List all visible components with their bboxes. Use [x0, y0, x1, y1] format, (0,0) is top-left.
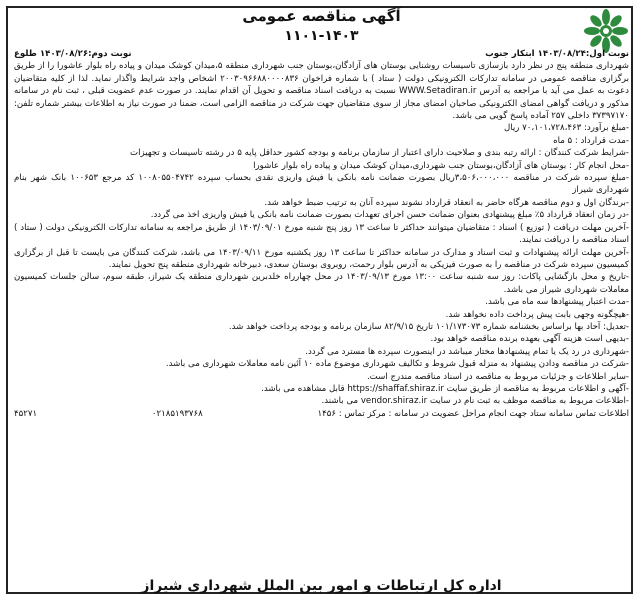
- condition-paragraph: -تاریخ و محل بازگشایی پاکات: روز سه شنبه ساعت ۱۳:۰۰ مورخ ۱۴۰۳/۰۹/۱۳ در محل چهارراه خلدبرین شهرداری منطقه یک شیراز، طبقه سوم، سالن جلسات کمیسیون معاملات شهرداری شیراز می باشد.: [14, 272, 629, 295]
- contact-tel-1: ۰۲۱۸۵۱۹۳۷۶۸: [151, 408, 203, 419]
- condition-paragraph: -بدیهی است هزینه آگهی بعهده برنده مناقصه خواهد بود.: [430, 334, 629, 345]
- condition-paragraph: -مدت قرارداد : ۵ ماه: [553, 135, 629, 146]
- condition-paragraph: -اطلاعات مربوط به مناقصه موظف به ثبت نام در سایت vendor.shiraz.ir می باشند.: [321, 396, 629, 407]
- condition-paragraph: -آخرین مهلت دریافت ( توزیع ) اسناد : متقاضیان میتوانند حداکثر تا ساعت ۱۳ روز پنج شنبه مورخ ۱۴۰۳/۰۹/۰۱ از طریق مراجعه به سامانه تدارکات الکترونیکی دولت ( ستاد ) اسناد مناقصه را دریافت نمایند.: [14, 222, 629, 246]
- condition-paragraph: -در زمان انعقاد قرارداد ۵٪ مبلغ پیشنهادی بعنوان ضمانت حسن اجرای تعهدات بصورت ضمانت نامه بانکی یا فیش واریزی اخذ می گردد.: [150, 210, 629, 221]
- condition-paragraph: -مدت اعتبار پیشنهادها سه ماه می باشد.: [485, 297, 629, 308]
- condition-paragraph: -آگهی و اطلاعات مربوط به مناقصه از طریق سایت https://shaffaf.shiraz.ir قابل مشاهده می باشد.: [261, 383, 629, 394]
- condition-paragraph: -هیچگونه وجهی بابت پیش پرداخت داده نخواهد شد.: [445, 309, 629, 320]
- condition-paragraph: شهرداری منطقه پنج در نظر دارد بازسازی تاسیسات روشنایی بوستان های آزادگان،بوستان جنب شهرداری منطقه ۵،میدان کوشک میدان و پیاده راه بلوار عاشورا را از طریق برگزاری مناقصه عمومی در سامانه تدارکات الکترونیکی دولت ( ستاد ) با شماره فراخوان ۲۰۰۳۰۹۶۶۸۸۰۰۰۰۸۳۶ اشخاص واجد شرایط واگذار نماید. لذا از کلیه متقاضیان دعوت به عمل می آید با مراجعه به آدرس WWW.Setadiran.ir نسبت به دریافت اسناد مناقصه و تحویل آن اقدام نمایند. در صورت عدم عضویت قبلی ، ثبت نام در سامانه مذکور و دریافت گواهی امضای الکترونیکی صاحبان امضای مجاز از سوی متقاضیان جهت شرکت در مناقصه الزامی است، ضمنا در صورت نیاز به اطلاعات بیشتر شماره تلفن: ۳۷۳۹۷۱۷۰ داخلی ۲۵۷ آماده پاسخ گویی می باشد.: [14, 61, 630, 122]
- condition-paragraph: -تعدیل: آحاد بها براساس بخشنامه شماره ۱۰۱/۱۷۳۰۷۳ تاریخ ۸۲/۹/۱۵ سازمان برنامه و بودجه پرداخت خواهد شد.: [228, 321, 629, 332]
- condition-paragraph: -شهرداری در رد یک یا تمام پیشنهادها مختار میباشد در اینصورت سپرده ها مسترد می گردد.: [305, 346, 629, 357]
- notice-body: [14, 48, 629, 558]
- condition-paragraph: -مبلغ برآورد: ۷۰،۱۰۱،۷۲۸،۴۶۳ ریال: [504, 123, 629, 134]
- tender-conditions: [14, 60, 629, 407]
- contact-text: اطلاعات تماس سامانه ستاد جهت انجام مراحل عضویت در سامانه : مرکز تماس : ۱۴۵۶: [317, 408, 629, 419]
- condition-paragraph: -مبلغ سپرده شرکت در مناقصه ۳،۵۰۶،۰۰۰،۰۰۰ریال بصورت ضمانت نامه بانکی یا فیش واریزی نقدی بحساب سپرده ۱۰۰۸۰۵۵۰۴۷۴۲ کد مرجع ۱۰۰۶۵۳ بانک شهر بنام شهرداری شیراز: [14, 173, 629, 196]
- condition-paragraph: -شرکت در مناقصه ودادن پیشنهاد به منزله قبول شروط و تکالیف شهرداری موضوع ماده ۱۰ آئین نامه معاملات شهرداری می باشد.: [165, 359, 629, 370]
- notice-header: [60, 6, 583, 46]
- publish-dates: [14, 48, 629, 60]
- tender-code: ۱۱۰۱-۱۴۰۳: [284, 28, 359, 44]
- condition-paragraph: -محل انجام کار : بوستان های آزادگان،بوستان جنب شهرداری،میدان کوشک میدان و پیاده راه بلوار عاشورا: [253, 160, 629, 171]
- notice-title: آگهی مناقصه عمومی: [242, 7, 401, 25]
- condition-paragraph: -برندگان اول و دوم مناقصه هرگاه حاضر به انعقاد قرارداد نشوند سپرده آنان به ترتیب ضبط خواهد شد.: [264, 197, 629, 208]
- condition-paragraph: -شرایط شرکت کنندگان : ارائه رتبه بندی و صلاحیت دارای اعتبار از سازمان برنامه و بودجه کشور حداقل پایه ۵ در رشته تاسیسات و تجهیزات: [130, 148, 629, 159]
- contact-tel-2: ۴۵۲۷۱: [14, 408, 38, 419]
- condition-paragraph: -سایر اطلاعات و جزئیات مربوط به مناقصه در اسناد مناقصه مندرج است.: [366, 371, 629, 382]
- second-publish: نوبت دوم:۱۴۰۳/۰۸/۲۶ طلوع: [14, 49, 132, 59]
- condition-paragraph: -آخرین مهلت ارائه پیشنهادات و ثبت اسناد و مدارک در سامانه حداکثر تا ساعت ۱۳ روز یکشنبه مورخ ۱۴۰۳/۰۹/۱۱ می باشد، شرکت کنندگان می بایست تا قبل از برگزاری کمیسیون سپرده شرکت در مناقصه را به صورت فیزیکی به آدرس بلوار رحمت، روبروی بوستان سعدی، دبیرخانه شهرداری منطقه پنج تحویل نمایند.: [14, 247, 629, 270]
- first-publish: نوبت اول:۱۴۰۳/۰۸/۲۴ ابتکار جنوب: [485, 49, 629, 59]
- issuer-footer: اداره کل ارتباطات و امور بین الملل شهرداری شیراز: [141, 578, 502, 594]
- contact-info: [14, 408, 629, 420]
